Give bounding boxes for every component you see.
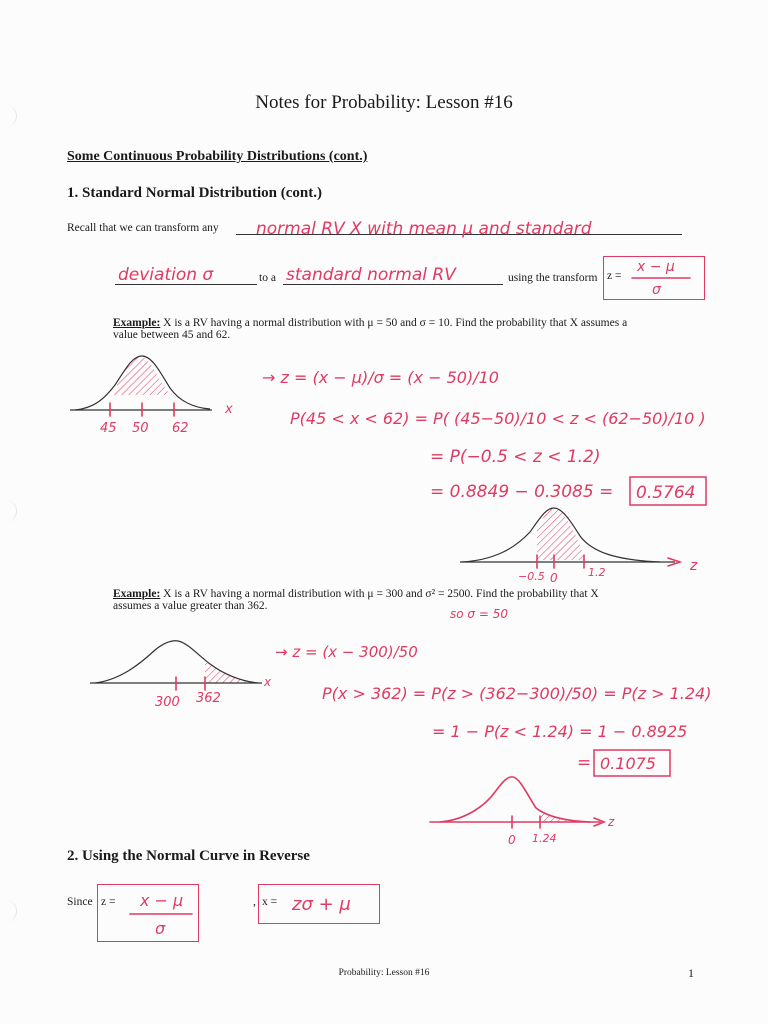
example-1-x-curve	[70, 356, 233, 436]
ex1-z-label-12: 1.2	[588, 566, 606, 579]
since-z-eq: z =	[101, 896, 116, 908]
ex2-answer: 0.1075	[600, 754, 656, 773]
ex1-x-var: x	[225, 402, 233, 417]
ex1-z-transform: → z = (x − μ)/σ = (x − 50)/10	[262, 368, 499, 387]
section-heading: Some Continuous Probability Distributions (cont.)	[67, 149, 368, 164]
ex1-label-45: 45	[100, 421, 117, 436]
ex2-label-362: 362	[196, 691, 221, 706]
ex1-z-label-0: 0	[550, 571, 558, 585]
example-1-label: Example:	[113, 317, 161, 329]
example-1-line-2: value between 45 and 62.	[113, 329, 231, 341]
since-denominator: σ	[155, 919, 166, 938]
example-1-text	[113, 317, 627, 341]
recall-blank-2-text: deviation σ	[118, 265, 214, 285]
ex2-z-var: z	[608, 815, 615, 829]
example-2-x-curve	[90, 641, 272, 710]
transform-numerator: x − μ	[637, 259, 675, 275]
example-1-line-1: X is a RV having a normal distribution with μ = 50 and σ = 10. Find the probability that X assumes a	[163, 317, 628, 329]
recall-blank-1-text: normal RV X with mean μ and standard	[256, 219, 592, 239]
example-2-z-curve	[430, 777, 615, 847]
ex2-z-label-0: 0	[508, 833, 516, 847]
ex1-z-var: z	[690, 558, 698, 574]
recall-blank-3-text: standard normal RV	[286, 265, 456, 285]
page-number: 1	[688, 966, 694, 980]
since-comma: ,	[253, 896, 256, 908]
recall-blank-1	[236, 220, 682, 235]
example-2-line-2: assumes a value greater than 362.	[113, 600, 268, 612]
heading-standard-normal: 1. Standard Normal Distribution (cont.)	[67, 185, 323, 201]
ex2-x-var: x	[264, 675, 272, 689]
ex2-work-line-3: =	[577, 753, 592, 773]
since-prefix: Since	[67, 896, 93, 908]
footer: Probability: Lesson #16	[338, 968, 430, 978]
binder-hole-middle	[0, 500, 17, 522]
ex2-work-line-2: = 1 − P(z < 1.24) = 1 − 0.8925	[432, 722, 688, 741]
transform-denominator: σ	[652, 282, 661, 298]
ex2-z-label-124: 1.24	[532, 832, 557, 845]
example-2-line-1: X is a RV having a normal distribution with μ = 300 and σ² = 2500. Find the probability that X	[163, 588, 599, 600]
ex1-label-62: 62	[172, 421, 189, 436]
recall-prefix: Recall that we can transform any	[67, 222, 219, 234]
ex1-work-line-1: P(45 < x < 62) = P( (45−50)/10 < z < (62−50)/10 )	[290, 409, 706, 428]
example-1-z-curve	[460, 508, 698, 585]
recall-to-a: to a	[259, 272, 276, 284]
ex2-answer-box	[594, 750, 670, 776]
example-2-label: Example:	[113, 588, 161, 600]
recall-blank-2	[115, 270, 257, 285]
transform-z-eq: z =	[607, 270, 622, 282]
ex2-work-line-1: P(x > 362) = P(z > (362−300)/50) = P(z > 1.24)	[322, 684, 712, 703]
recall-using: using the transform	[508, 272, 598, 284]
ex1-label-50: 50	[132, 421, 149, 436]
since-x-eq: x =	[262, 896, 278, 908]
ex2-label-300: 300	[155, 695, 180, 710]
ex2-sigma-note: so σ = 50	[450, 607, 508, 621]
binder-hole-bottom	[0, 900, 17, 922]
since-numerator: x − μ	[140, 891, 184, 910]
page-title: Notes for Probability: Lesson #16	[255, 92, 513, 113]
since-x-answer: zσ + μ	[292, 894, 351, 915]
ex1-answer-box	[630, 477, 706, 505]
since-z-box	[97, 884, 199, 942]
recall-blank-3	[283, 270, 503, 285]
ex1-answer: 0.5764	[636, 483, 696, 503]
heading-reverse: 2. Using the Normal Curve in Reverse	[67, 848, 310, 864]
ex1-work-line-3: = 0.8849 − 0.3085 =	[430, 482, 614, 502]
ex1-work-line-2: = P(−0.5 < z < 1.2)	[430, 447, 601, 467]
ex1-z-label-neg05: −0.5	[518, 570, 545, 583]
ex2-z-transform: → z = (x − 300)/50	[275, 643, 418, 661]
example-2-text	[113, 588, 599, 612]
